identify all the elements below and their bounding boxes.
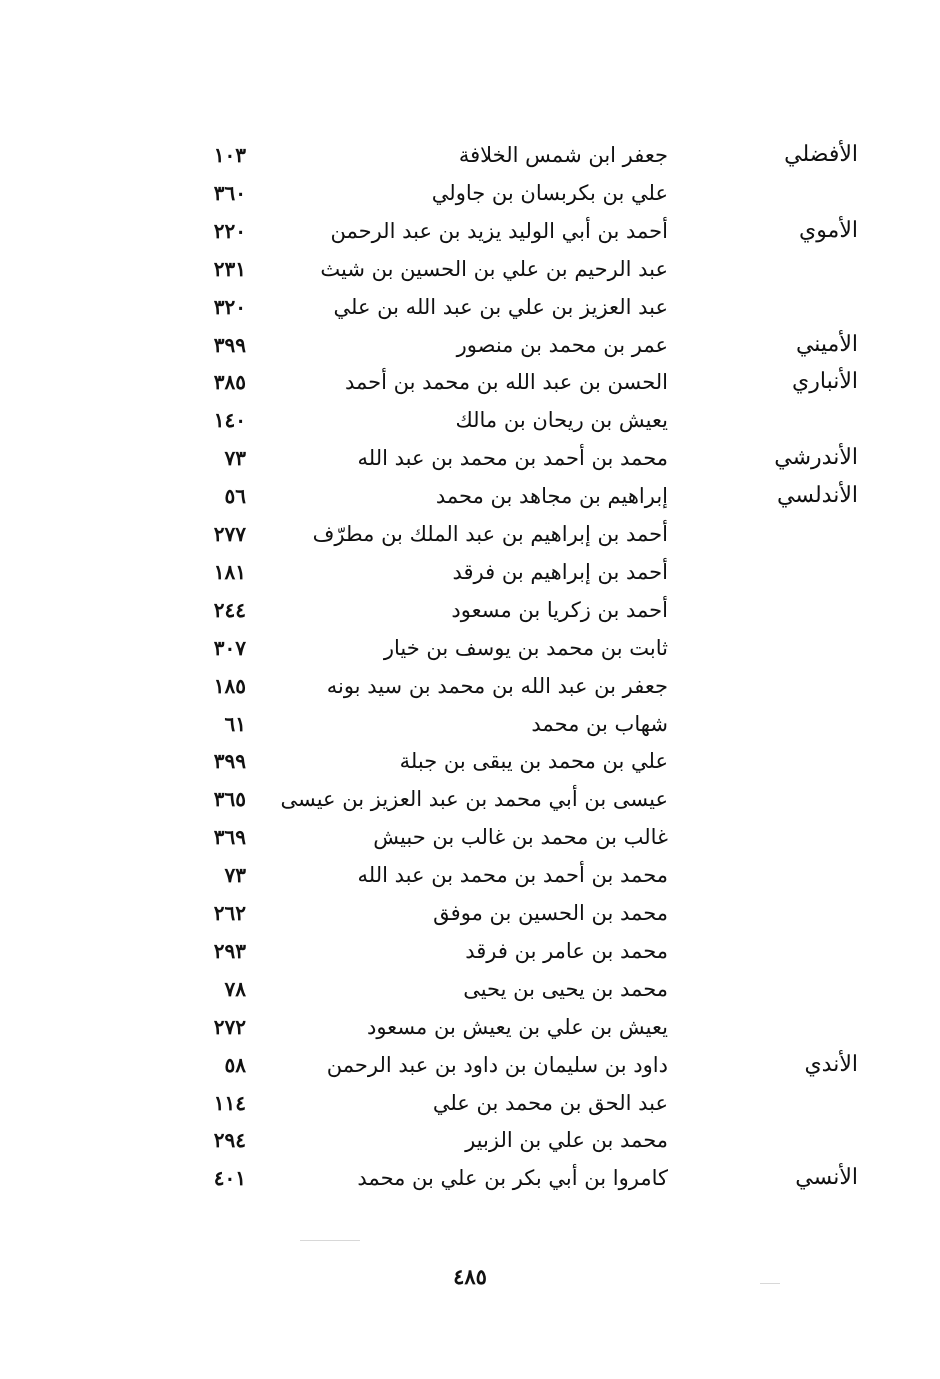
index-entry	[0, 481, 940, 519]
index-entry	[0, 519, 940, 557]
index-entry	[0, 292, 940, 330]
entry-name: أحمد بن أبي الوليد يزيد بن عبد الرحمن	[330, 218, 668, 243]
entry-name: جعفر ابن شمس الخلافة	[458, 143, 668, 167]
index-entry	[0, 671, 940, 709]
entry-nisba: الأفضلي	[784, 142, 858, 167]
entry-name: جعفر بن عبد الله بن محمد بن سيد بونه	[326, 673, 668, 698]
entry-nisba: الأموي	[798, 217, 858, 243]
entry-nisba: الأندلسي	[777, 483, 858, 509]
index-entry	[0, 1163, 940, 1201]
entry-nisba: الأميني	[795, 331, 858, 357]
index-entry	[0, 178, 940, 216]
index-entry	[0, 595, 940, 633]
entry-page-number: ٢٩٣	[213, 938, 246, 963]
entry-name: عبد العزيز بن علي بن عبد الله بن علي	[333, 294, 668, 319]
entry-page-number: ٥٨	[224, 1052, 246, 1077]
entry-name: أحمد بن زكريا بن مسعود	[451, 597, 668, 622]
index-entry	[0, 1125, 940, 1163]
index-entry	[0, 746, 940, 784]
index-entry	[0, 784, 940, 822]
page-number: ٤٨٥	[453, 1264, 487, 1289]
entry-page-number: ٣٨٥	[213, 370, 246, 395]
entry-name: أحمد بن إبراهيم بن فرقد	[452, 559, 668, 584]
entry-page-number: ١٤٠	[213, 408, 246, 433]
index-entry	[0, 936, 940, 974]
entry-name: عمر بن محمد بن منصور	[456, 332, 668, 357]
entry-page-number: ٧٨	[224, 976, 246, 1001]
entry-page-number: ١٨٥	[213, 673, 246, 698]
entry-name: عبد الحق بن محمد بن علي	[432, 1090, 668, 1115]
entry-page-number: ٢٩٤	[213, 1128, 246, 1153]
entry-page-number: ٢٣١	[213, 256, 246, 281]
entry-page-number: ٢٦٢	[213, 901, 246, 925]
entry-page-number: ٣٦٥	[213, 787, 246, 812]
index-entry	[0, 405, 940, 443]
index-entry	[0, 367, 940, 405]
entry-nisba: الأندي	[804, 1051, 858, 1077]
entry-name: إبراهيم بن مجاهد بن محمد	[435, 484, 668, 509]
entry-name: عبد الرحيم بن علي بن الحسين بن شيث	[320, 256, 668, 281]
index-entry	[0, 709, 940, 747]
entry-name: محمد بن أحمد بن محمد بن عبد الله	[357, 446, 668, 471]
entry-page-number: ٣٩٩	[213, 749, 246, 774]
entry-name: الحسن بن عبد الله بن محمد بن أحمد	[344, 370, 668, 395]
index-entry	[0, 1088, 940, 1126]
entry-page-number: ٤٠١	[213, 1166, 246, 1191]
bottom-right-rule	[760, 1283, 780, 1284]
entry-nisba: الأنسي	[795, 1165, 858, 1191]
entry-name: شهاب بن محمد	[531, 711, 668, 736]
entry-page-number: ١١٤	[213, 1090, 246, 1115]
entry-name: غالب بن محمد بن غالب بن حبيش	[373, 825, 668, 850]
index-entry	[0, 898, 940, 936]
index-entry	[0, 822, 940, 860]
index-entry	[0, 1050, 940, 1088]
entry-name: عيسى بن أبي محمد بن عبد العزيز بن عيسى	[280, 787, 668, 812]
entry-name: أحمد بن إبراهيم بن عبد الملك بن مطرّف	[312, 522, 668, 546]
index-entry	[0, 443, 940, 481]
index-entry	[0, 254, 940, 292]
index-entry	[0, 557, 940, 595]
entry-name: داود بن سليمان بن داود بن عبد الرحمن	[326, 1052, 668, 1077]
entry-name: محمد بن أحمد بن محمد بن عبد الله	[357, 863, 668, 888]
entry-page-number: ٢٧٢	[213, 1014, 246, 1039]
entry-page-number: ٣٩٩	[213, 332, 246, 357]
entry-name: محمد بن علي بن الزبير	[465, 1128, 668, 1153]
index-entry	[0, 633, 940, 671]
entry-name: كامروا بن أبي بكر بن علي بن محمد	[357, 1166, 668, 1191]
entry-page-number: ١٨١	[213, 559, 246, 584]
index-entry	[0, 330, 940, 368]
entry-name: محمد بن عامر بن فرقد	[465, 938, 668, 963]
index-entry	[0, 140, 940, 178]
entry-name: يعيش بن علي بن يعيش بن مسعود	[366, 1014, 668, 1039]
entry-nisba: الأنباري	[792, 369, 858, 395]
index-entry	[0, 216, 940, 254]
entry-name: محمد بن يحيى بن يحيى	[463, 976, 668, 1001]
entry-page-number: ٣٦٩	[213, 825, 246, 850]
index-entry	[0, 860, 940, 898]
entry-name: علي بن بكربسان بن جاولي	[431, 180, 668, 205]
entry-page-number: ٣٢٠	[213, 294, 246, 319]
entry-name: يعيش بن ريحان بن مالك	[455, 408, 668, 433]
entry-name: علي بن محمد بن يبقى بن جبلة	[399, 749, 668, 774]
entry-page-number: ٣٠٧	[213, 635, 246, 660]
entry-page-number: ٢٤٤	[213, 597, 246, 622]
entry-page-number: ٥٦	[224, 484, 246, 509]
entry-nisba: الأندرشي	[774, 445, 858, 471]
index-entry	[0, 1012, 940, 1050]
entry-name: محمد بن الحسين بن موفق	[433, 901, 668, 925]
bottom-left-rule	[300, 1240, 360, 1241]
entry-page-number: ٦١	[224, 711, 246, 736]
entry-page-number: ٢٢٠	[213, 218, 246, 243]
entry-page-number: ٣٦٠	[213, 180, 246, 205]
index-entry	[0, 974, 940, 1012]
entry-page-number: ٧٣	[224, 446, 246, 471]
entry-name: ثابت بن محمد بن يوسف بن خيار	[383, 635, 668, 660]
entry-page-number: ٧٣	[224, 863, 246, 888]
entry-page-number: ١٠٣	[213, 143, 246, 167]
entry-page-number: ٢٧٧	[213, 522, 246, 546]
